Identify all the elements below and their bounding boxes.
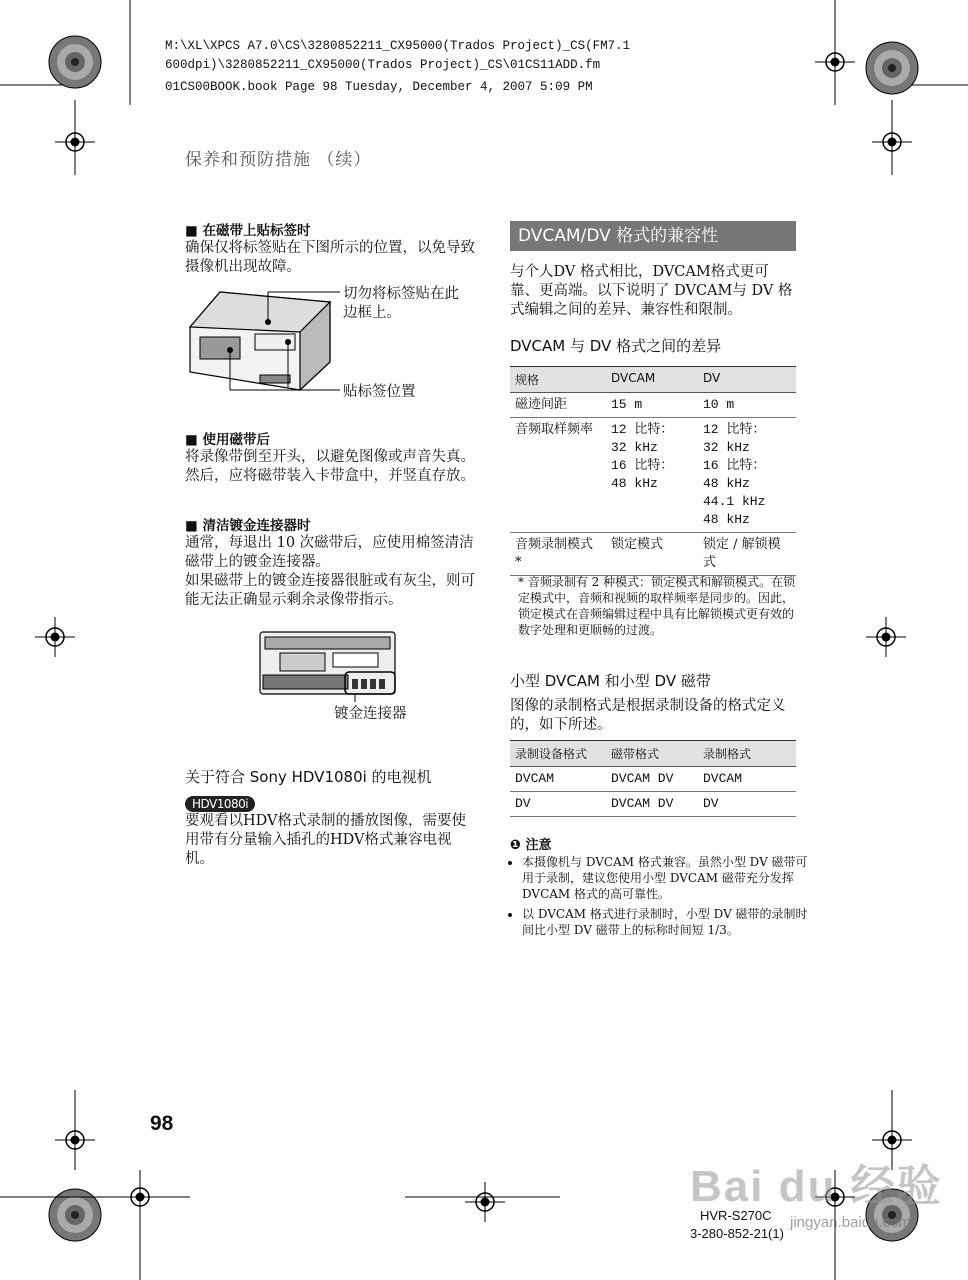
table-cell: DV <box>510 792 606 817</box>
left-column <box>185 219 475 277</box>
diff-th-spec: 规格 <box>510 367 606 393</box>
note-heading-row <box>510 834 552 853</box>
header-book-line: 01CS00BOOK.book Page 98 Tuesday, December 4, 2007 5:09 PM <box>165 80 593 94</box>
format-table-header <box>510 741 796 767</box>
clean-section <box>185 514 475 610</box>
clean-body-2: 如果磁带上的镀金连接器很脏或有灰尘，则可能无法正确显示剩余录像带指示。 <box>185 573 475 608</box>
format-th-tape: 磁带格式 <box>606 741 698 767</box>
table-row <box>510 533 796 576</box>
diff-th-dv: DV <box>698 367 796 393</box>
table-cell: DVCAM DV <box>606 792 698 817</box>
page-number: 98 <box>150 1112 174 1135</box>
table-cell: 磁迹间距 <box>510 393 606 418</box>
format-th-device: 录制设备格式 <box>510 741 606 767</box>
clean-body-1: 通常，每退出 10 次磁带后，应使用棉签清洁磁带上的镀金连接器。 <box>185 535 474 570</box>
table-cell: DVCAM <box>698 767 796 792</box>
sony-heading: 关于符合 Sony HDV1080i 的电视机 <box>185 768 432 786</box>
table-cell: 音频取样频率 <box>510 418 606 533</box>
table-cell: 锁定模式 <box>606 533 698 576</box>
section-title: 保养和预防措施 （续） <box>185 150 372 170</box>
table-cell: 15 m <box>606 393 698 418</box>
compat-banner: DVCAM/DV 格式的兼容性 <box>510 221 796 251</box>
diff-heading: DVCAM 与 DV 格式之间的差异 <box>510 337 722 355</box>
table-cell: 12 比特： 32 kHz 16 比特： 48 kHz <box>606 418 698 533</box>
cassette-connector-illustration <box>255 627 400 702</box>
table-cell: 音频录制模式 * <box>510 533 606 576</box>
hdv1080i-badge: HDV1080i <box>185 796 255 812</box>
diff-table <box>510 366 796 576</box>
diff-table-header <box>510 367 796 393</box>
callout-lines-1 <box>180 282 350 402</box>
table-cell: 锁定 / 解锁模式 <box>698 533 796 576</box>
connector-label: 镀金连接器 <box>334 706 407 722</box>
callout-bottom: 贴标签位置 <box>343 384 416 400</box>
badge-wrap <box>185 793 475 812</box>
format-th-record: 录制格式 <box>698 741 796 767</box>
clean-heading: ■ 清洁镀金连接器时 <box>185 518 311 534</box>
header-path-line1: M:\XL\XPCS A7.0\CS\3280852211_CX95000(Trados Project)_CS(FM7.1 <box>165 39 631 53</box>
note-heading: 注意 <box>525 838 552 853</box>
model-number: HVR-S270C <box>700 1208 772 1223</box>
table-row <box>510 393 796 418</box>
sony-body: 要观看以HDV格式录制的播放图像，需要使用带有分量输入插孔的HDV格式兼容电视机。 <box>185 813 466 867</box>
table-cell: DV <box>698 792 796 817</box>
list-item: • 本摄像机与 DVCAM 格式兼容。虽然小型 DV 磁带可用于录制，建议您使用小型 DVCAM 磁带充分发挥 DVCAM 格式的高可靠性。 <box>522 854 809 902</box>
after-body: 将录像带倒至开头，以避免图像或声音失真。然后，应将磁带装入卡带盒中，并竖直存放。 <box>185 449 475 484</box>
note-icon: ❶ <box>510 838 522 853</box>
note-list <box>510 854 809 942</box>
footnote: * 音频录制有 2 种模式：锁定模式和解锁模式。在锁定模式中，音频和视频的取样频率是同步的。因此，锁定模式在音频编辑过程中具有比解锁模式更有效的数字处理和更顺畅的过渡。 <box>518 575 796 637</box>
diff-th-dvcam: DVCAM <box>606 367 698 393</box>
watermark-text: Bai du 经验 <box>690 1162 943 1211</box>
after-heading: ■ 使用磁带后 <box>185 432 270 448</box>
list-item: • 以 DVCAM 格式进行录制时，小型 DV 磁带的录制时间比小型 DV 磁带上的标称时间短 1/3。 <box>522 906 809 938</box>
small-tape-body: 图像的录制格式是根据录制设备的格式定义的，如下所述。 <box>510 698 786 733</box>
compat-intro: 与个人DV 格式相比，DVCAM格式更可靠、更高端。以下说明了 DVCAM与 DV 格式编辑之间的差异、兼容性和限制。 <box>510 264 793 318</box>
format-table <box>510 740 796 817</box>
label-body: 确保仅将标签贴在下图所示的位置，以免导致摄像机出现故障。 <box>185 240 475 275</box>
part-number: 3-280-852-21(1) <box>690 1226 784 1241</box>
table-cell: DVCAM DV <box>606 767 698 792</box>
label-heading: ■ 在磁带上贴标签时 <box>185 223 311 239</box>
table-cell: 10 m <box>698 393 796 418</box>
watermark-url: jingyan.baidu.com <box>790 1214 911 1231</box>
table-cell: 12 比特： 32 kHz 16 比特： 48 kHz 44.1 kHz 48 kHz <box>698 418 796 533</box>
table-row <box>510 767 796 792</box>
small-tape-heading: 小型 DVCAM 和小型 DV 磁带 <box>510 672 711 690</box>
header-path-line2: 600dpi)\3280852211_CX95000(Trados Project)_CS\01CS11ADD.fm <box>165 58 601 72</box>
table-row <box>510 792 796 817</box>
callout-top: 切勿将标签贴在此边框上。 <box>343 286 459 321</box>
table-row <box>510 418 796 533</box>
after-use-section <box>185 428 475 486</box>
sony-section <box>185 766 475 869</box>
table-cell: DVCAM <box>510 767 606 792</box>
